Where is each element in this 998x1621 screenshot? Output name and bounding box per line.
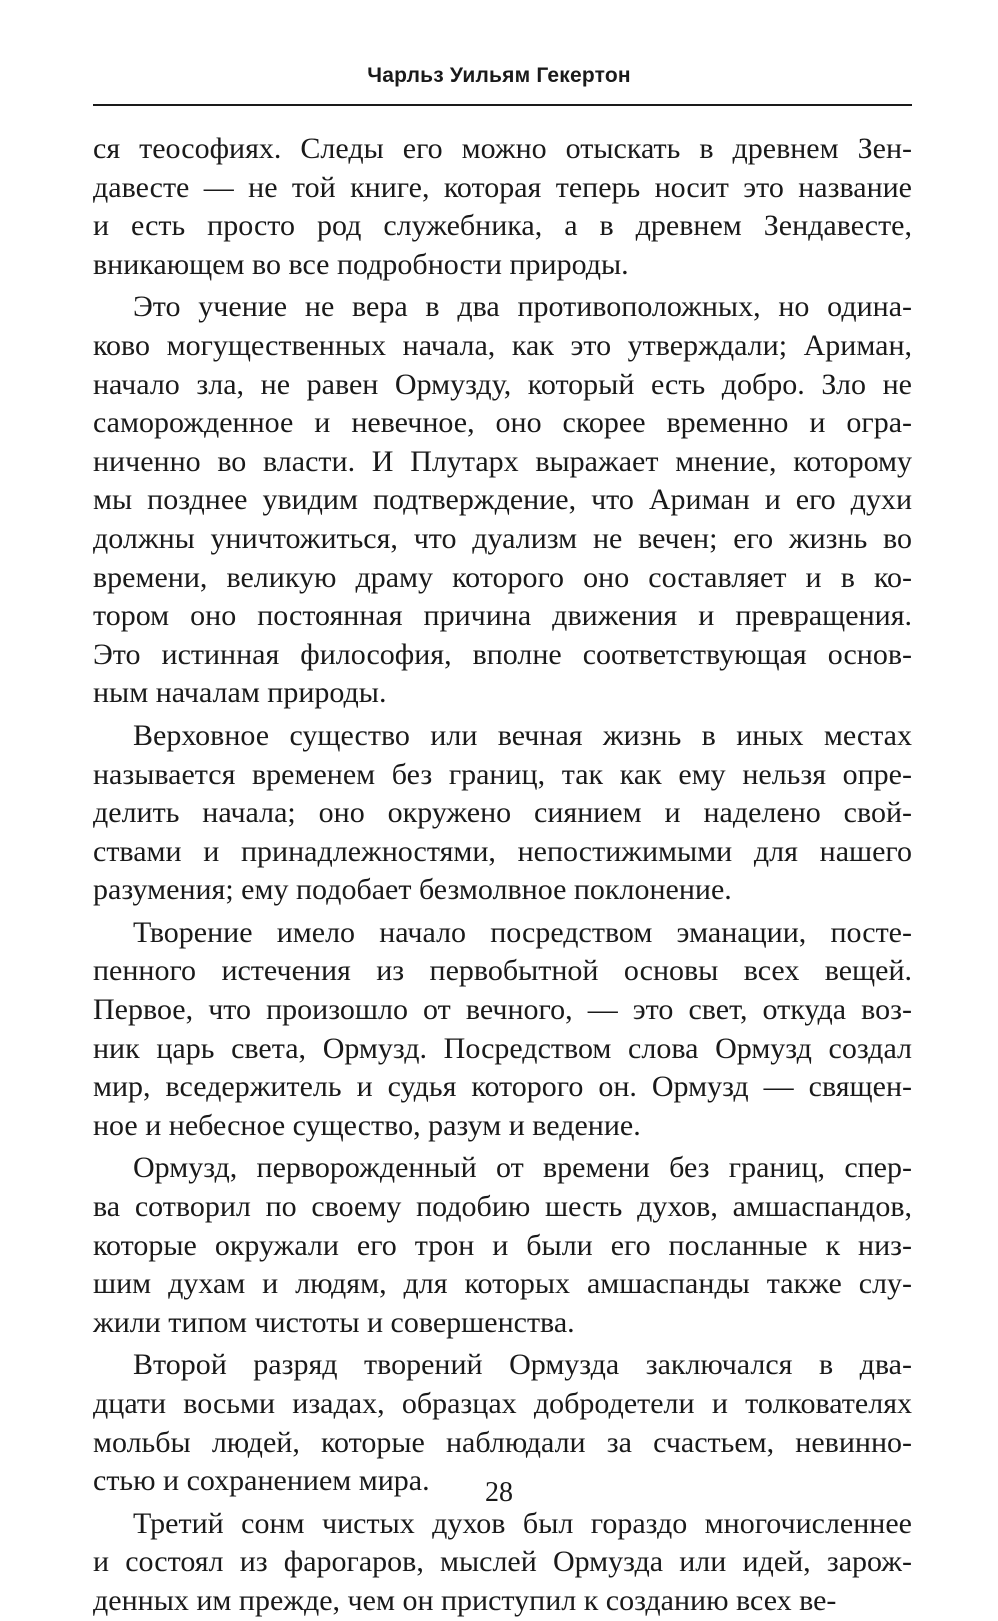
paragraph bbox=[93, 130, 912, 284]
text-line: которые окружали его трон и были его посланные к низ- bbox=[93, 1228, 912, 1262]
text-line: делить начала; оно окружено сиянием и наделено свой- bbox=[93, 796, 912, 830]
text-line: ва сотворил по своему подобию шесть духов, амшаспандов, bbox=[93, 1190, 912, 1224]
paragraph bbox=[93, 1149, 912, 1342]
text-line: ково могущественных начала, как это утверждали; Ариман, bbox=[93, 328, 912, 362]
text-line: ным началам природы. bbox=[93, 676, 387, 710]
text-line: вникающем во все подробности природы. bbox=[93, 247, 629, 281]
text-line: Второй разряд творений Ормузда заключался в два- bbox=[133, 1348, 912, 1382]
text-line: Ормузд, перворожденный от времени без границ, спер- bbox=[133, 1151, 912, 1185]
text-line: и есть просто род служебника, а в древнем Зендавесте, bbox=[93, 209, 912, 243]
text-line: должны уничтожиться, что дуализм не вечен; его жизнь во bbox=[93, 521, 912, 555]
text-line: ствами и принадлежностями, непостижимыми для нашего bbox=[93, 834, 912, 868]
running-header: Чарльз Уильям Гекертон bbox=[367, 64, 631, 87]
text-line: разумения; ему подобает безмолвное поклонение. bbox=[93, 873, 732, 907]
text-line: Это учение не вера в два противоположных, но одина- bbox=[133, 290, 912, 324]
text-line: саморожденное и невечное, оно скорее временно и огра- bbox=[93, 406, 912, 440]
paragraph bbox=[93, 288, 912, 713]
text-line: Это истинная философия, вполне соответствующая основ- bbox=[93, 637, 912, 671]
text-line: дцати восьми изадах, образцах добродетели и толкователях bbox=[93, 1387, 912, 1420]
text-line: ник царь света, Ормузд. Посредством слова Ормузд создал bbox=[93, 1031, 912, 1065]
text-line: ниченно во власти. И Плутарх выражает мнение, которому bbox=[93, 444, 912, 478]
text-line: мы позднее увидим подтверждение, что Ариман и его духи bbox=[93, 483, 912, 517]
text-line: мир, вседержитель и судья которого он. Ормузд — священ- bbox=[93, 1070, 912, 1104]
text-line: жили типом чистоты и совершенства. bbox=[93, 1305, 575, 1339]
text-line: времени, великую драму которого оно составляет и в ко- bbox=[93, 560, 912, 594]
text-line: мольбы людей, которые наблюдали за счастьем, невинно- bbox=[93, 1425, 912, 1459]
text-line: пенного истечения из первобытной основы всех вещей. bbox=[93, 954, 912, 988]
text-line: денных им прежде, чем он приступил к созданию всех ве- bbox=[93, 1583, 837, 1617]
text-line: Первое, что произошло от вечного, — это свет, откуда воз- bbox=[93, 993, 912, 1027]
text-line: тором оно постоянная причина движения и превращения. bbox=[93, 599, 912, 633]
text-line: Творение имело начало посредством эманации, посте- bbox=[133, 915, 912, 949]
paragraph bbox=[93, 914, 912, 1146]
text-line: и состоял из фарогаров, мыслей Ормузда или идей, зарож- bbox=[93, 1545, 912, 1579]
text-line: ся теософиях. Следы его можно отыскать в древнем Зен- bbox=[93, 132, 912, 165]
paragraph bbox=[93, 717, 912, 910]
paragraph bbox=[93, 1505, 912, 1621]
text-line: называется временем без границ, так как ему нельзя опре- bbox=[93, 757, 912, 791]
body-text bbox=[93, 130, 912, 1621]
header-rule bbox=[93, 104, 912, 106]
text-line: шим духам и людям, для которых амшаспанды также слу- bbox=[93, 1267, 912, 1301]
text-line: давесте — не той книге, которая теперь носит это название bbox=[93, 170, 912, 204]
text-line: стью и сохранением мира. bbox=[93, 1464, 430, 1498]
page-number: 28 bbox=[485, 1477, 513, 1508]
text-line: Третий сонм чистых духов был гораздо многочисленнее bbox=[133, 1506, 912, 1540]
text-line: начало зла, не равен Ормузду, который есть добро. Зло не bbox=[93, 367, 912, 401]
text-line: ное и небесное существо, разум и ведение. bbox=[93, 1108, 641, 1142]
text-line: Верховное существо или вечная жизнь в иных местах bbox=[133, 718, 912, 752]
